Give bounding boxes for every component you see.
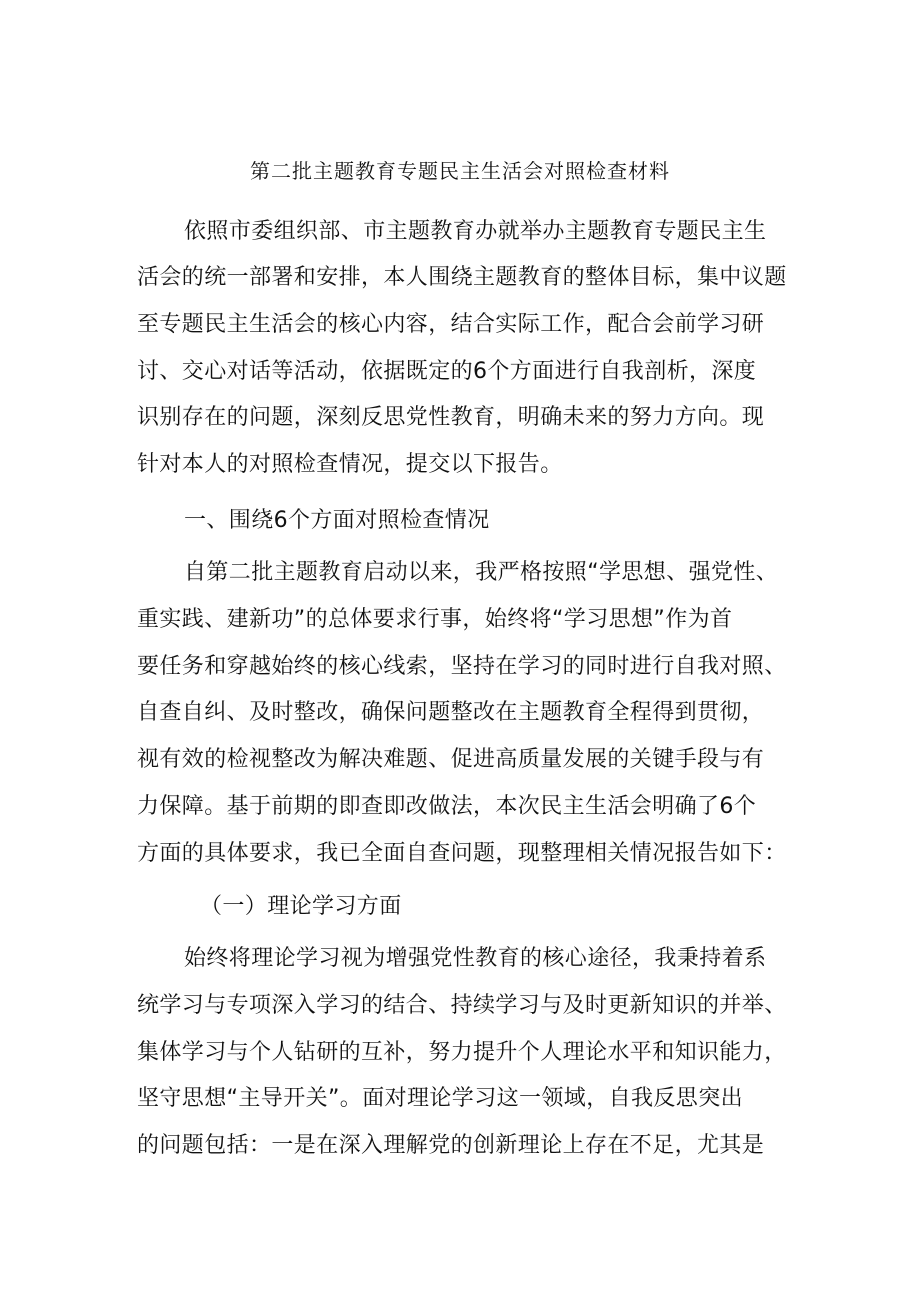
section1-line-7: 方面的具体要求，我已全面自查问题，现整理相关情况报告如下： <box>137 841 787 866</box>
section-heading-1: 一、围绕6个方面对照检查情况 <box>184 508 490 533</box>
section1-line-4: 自查自纠、及时整改，确保问题整改在主题教育全程得到贯彻， <box>137 700 765 725</box>
section1-line-1: 自第二批主题教育启动以来，我严格按照“学思想、强党性、 <box>184 560 779 585</box>
subsection-heading-1: （一）理论学习方面 <box>200 894 402 919</box>
subsection1-line-1: 始终将理论学习视为增强党性教育的核心途径，我秉持着系 <box>184 946 767 971</box>
intro-line-4: 讨、交心对话等活动，依据既定的6个方面进行自我剖析，深度 <box>137 359 757 384</box>
subsection1-line-2: 统学习与专项深入学习的结合、持续学习与及时更新知识的并举、 <box>137 993 787 1018</box>
subsection1-line-3: 集体学习与个人钻研的互补，努力提升个人理论水平和知识能力， <box>137 1040 787 1065</box>
subsection1-line-4: 坚守思想“主导开关”。面对理论学习这一领域，自我反思突出 <box>137 1086 743 1111</box>
section1-line-3: 要任务和穿越始终的核心线索，坚持在学习的同时进行自我对照、 <box>137 654 787 679</box>
document-title: 第二批主题教育专题民主生活会对照检查材料 <box>250 159 670 183</box>
intro-line-1: 依照市委组织部、市主题教育办就举办主题教育专题民主生 <box>184 219 767 244</box>
section1-line-6: 力保障。基于前期的即查即改做法，本次民主生活会明确了6个 <box>137 794 757 819</box>
intro-line-3: 至专题民主生活会的核心内容，结合实际工作，配合会前学习研 <box>137 312 765 337</box>
section1-line-5: 视有效的检视整改为解决难题、促进高质量发展的关键手段与有 <box>137 747 765 772</box>
subsection1-line-5: 的问题包括：一是在深入理解党的创新理论上存在不足，尤其是 <box>137 1133 765 1158</box>
section1-line-2: 重实践、建新功”的总体要求行事，始终将“学习思想”作为首 <box>137 607 733 632</box>
intro-line-5: 识别存在的问题，深刻反思党性教育，明确未来的努力方向。现 <box>137 405 765 430</box>
intro-line-2: 活会的统一部署和安排，本人围绕主题教育的整体目标，集中议题 <box>137 265 787 290</box>
intro-line-6: 针对本人的对照检查情况，提交以下报告。 <box>137 452 563 477</box>
